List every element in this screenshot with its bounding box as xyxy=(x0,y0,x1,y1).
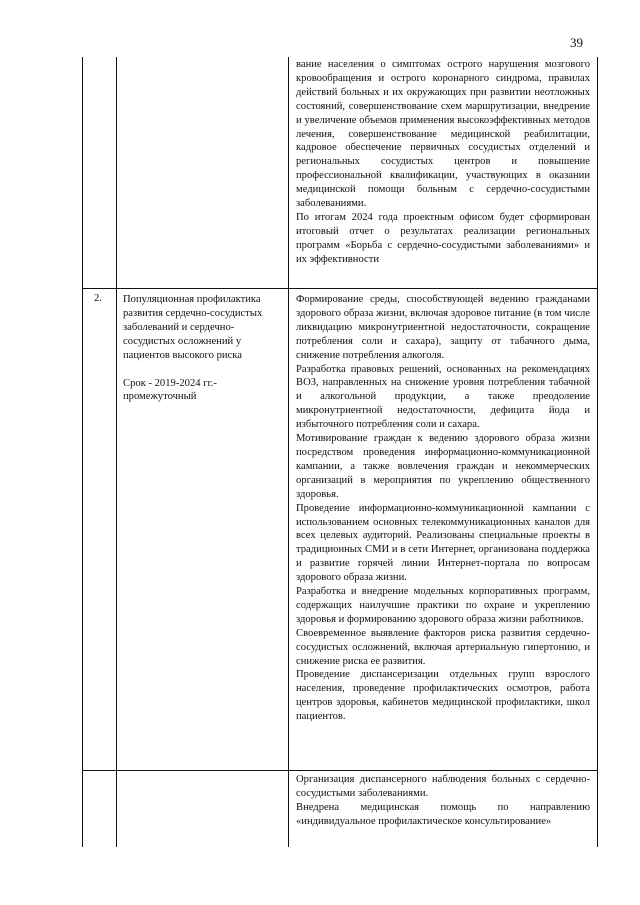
description-paragraph: По итогам 2024 года проектным офисом будет сформирован итоговый отчет о результатах реализации региональных программ «Борьба с сердечно-сосудистыми заболеваниями» и их эффективности xyxy=(296,211,590,265)
description-paragraph: Своевременное выявление факторов риска развития сердечно-сосудистых осложнений, включая артериальную гипертонию, и снижение риска ее развития. xyxy=(296,627,590,667)
table-border-col2 xyxy=(288,57,289,847)
table-row-1-description xyxy=(296,58,590,267)
task-title: Популяционная профилактика развития сердечно-сосудистых заболеваний и сердечно-сосудистых осложнений у пациентов высокого риска xyxy=(123,294,263,361)
description-paragraph: Проведение диспансеризации отдельных групп взрослого населения, проведение профилактических осмотров, работа центров здоровья, кабинетов медицинской профилактики, школ пациентов. xyxy=(296,669,590,723)
description-paragraph: Мотивирование граждан к ведению здорового образа жизни посредством проведения информационно-коммуникационной кампании, а также вовлечения граждан и некоммерческих организаций в мероприятия по укреплению общественного здоровья. xyxy=(296,433,590,500)
table-border-left xyxy=(82,57,83,847)
table-row-2-number: 2. xyxy=(94,293,102,304)
description-paragraph: Разработка правовых решений, основанных на рекомендациях ВОЗ, направленных на снижение уровня потребления табачной и алкогольной продукции, а также преодоление микронутриентной недостаточности, дефицита йода и избыточного потребления соли и сахара. xyxy=(296,363,590,431)
task-term: Срок - 2019-2024 гг.- промежуточный xyxy=(123,377,217,403)
table-border-right xyxy=(597,57,598,847)
table-row-2-description xyxy=(296,293,590,724)
description-paragraph: Проведение информационно-коммуникационной кампании с использованием основных телекоммуникационных каналов для всех целевых аудиторий. Реализованы специальные проекты в традиционных СМИ и в сети Интернет, организована поддержка и развитие горячей линии Интернет-портала по вопросам здорового образа жизни. xyxy=(296,502,590,584)
table-border-col1 xyxy=(116,57,117,847)
table-row-3-description xyxy=(296,773,590,829)
description-paragraph: Внедрена медицинская помощь по направлению «индивидуальное профилактическое консультирование» xyxy=(296,801,590,827)
row-divider-1 xyxy=(82,288,598,289)
row-divider-2 xyxy=(82,770,598,771)
page-number: 39 xyxy=(570,35,583,50)
table-row-2-task xyxy=(123,293,285,404)
description-paragraph: Разработка и внедрение модельных корпоративных программ, содержащих наилучшие практики по охране и укреплению здоровья и формированию здорового образа жизни работников. xyxy=(296,586,590,625)
description-paragraph: вание населения о симптомах острого нарушения мозгового кровообращения и острого коронарного синдрома, правилах действий больных и их окружающих при развитии неотложных состояний, совершенствование схем маршрутизации, внедрение и увеличение объемов применения высокоэффективных методов лечения, совершенствование медицинской реабилитации, кадровое обеспечение первичных сосудистых отделений и региональных сосудистых центров и повышение профессиональной квалификации, участвующих в оказании медицинской помощи больным с сердечно-сосудистыми заболеваниями. xyxy=(296,59,590,210)
description-paragraph: Организация диспансерного наблюдения больных с сердечно-сосудистыми заболеваниями. xyxy=(296,774,590,799)
description-paragraph: Формирование среды, способствующей ведению гражданами здорового образа жизни, включая здоровое питание (в том числе ликвидацию микронутриентной недостаточности, сокращение потребления соли и сахара), защиту от табачного дыма, снижение потребления алкоголя. xyxy=(296,294,590,361)
